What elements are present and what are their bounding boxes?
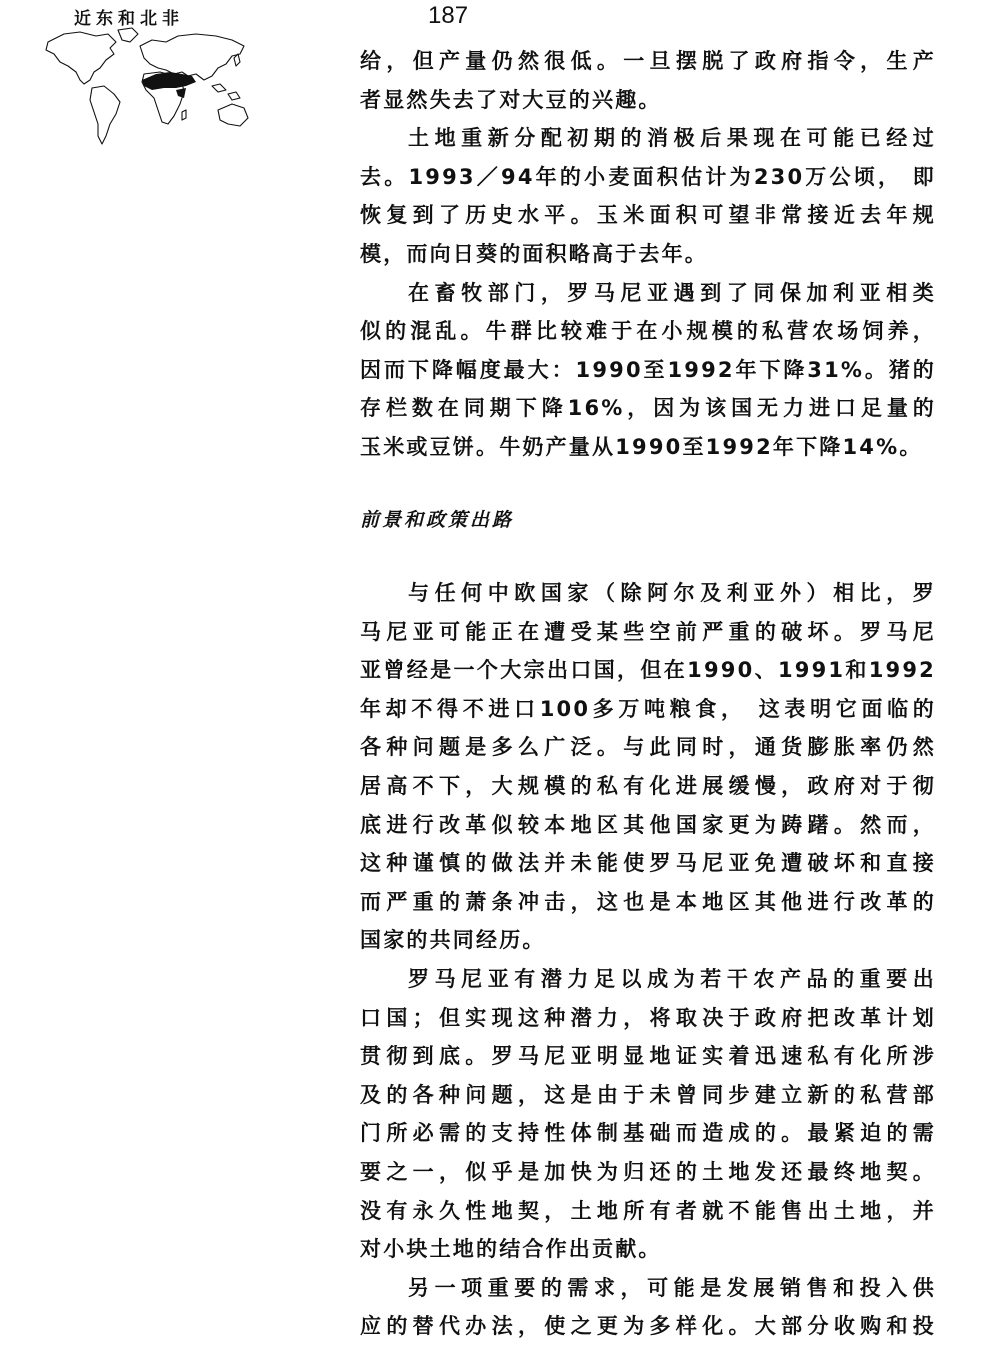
text-line: 贯彻到底。罗马尼亚明显地证实着迅速私有化所涉 (360, 1044, 936, 1069)
text-line: 这种谨慎的做法并未能使罗马尼亚免遭破坏和直接 (360, 851, 936, 876)
text-line: 而严重的萧条冲击，这也是本地区其他进行改革的 (360, 889, 936, 914)
text-line: 国家的共同经历。 (360, 928, 546, 953)
text-line: 另一项重要的需求，可能是发展销售和投入供 (408, 1275, 936, 1300)
text-line: 对小块土地的结合作出贡献。 (360, 1237, 662, 1262)
text-line: 口国；但实现这种潜力，将取决于政府把改革计划 (360, 1005, 936, 1030)
text-line: 存栏数在同期下降16%，因为该国无力进口足量的 (360, 396, 936, 421)
text-line: 在畜牧部门，罗马尼亚遇到了同保加利亚相类 (408, 280, 936, 305)
text-line: 要之一，似乎是加快为归还的土地发还最终地契。 (360, 1159, 936, 1184)
text-line: 罗马尼亚有潜力足以成为若干农产品的重要出 (408, 966, 936, 991)
text-line: 底进行改革似较本地区其他国家更为踌躇。然而， (360, 812, 936, 837)
text-line: 与任何中欧国家（除阿尔及利亚外）相比，罗 (408, 581, 936, 605)
text-line: 各种问题是多么广泛。与此同时，通货膨胀率仍然 (360, 735, 936, 760)
text-line: 模，而向日葵的面积略高于去年。 (360, 241, 708, 266)
text-line: 亚曾经是一个大宗出口国，但在1990、1991和1992 (360, 658, 936, 683)
text-line: 给，但产量仍然很低。一旦摆脱了政府指令，生产 (360, 49, 936, 73)
region-title: 近东和北非 (74, 9, 184, 29)
text-line: 年却不得不进口100多万吨粮食， 这表明它面临的 (360, 696, 936, 721)
page-number: 187 (428, 2, 469, 29)
text-line: 应的替代办法，使之更为多样化。大部分收购和投 (360, 1314, 936, 1339)
text-line: 者显然失去了对大豆的兴趣。 (360, 87, 662, 112)
text-line: 没有永久性地契，土地所有者就不能售出土地，并 (360, 1198, 936, 1223)
text-line: 居高不下，大规模的私有化进展缓慢，政府对于彻 (360, 773, 936, 798)
text-line: 恢复到了历史水平。玉米面积可望非常接近去年规 (360, 203, 936, 228)
paragraph-block-top (360, 42, 936, 467)
text-line: 似的混乱。牛群比较难于在小规模的私营农场饲养， (360, 319, 936, 344)
section-heading: 前景和政策出路 (360, 509, 515, 531)
text-line: 玉米或豆饼。牛奶产量从1990至1992年下降14%。 (360, 434, 923, 459)
text-line: 门所必需的支持性体制基础而造成的。最紧迫的需 (360, 1121, 936, 1146)
paragraph-block-bottom (360, 574, 936, 1346)
world-map-icon (36, 24, 254, 150)
text-line: 及的各种问题，这是由于未曾同步建立新的私营部 (360, 1082, 936, 1107)
text-line: 去。1993／94年的小麦面积估计为230万公顷， 即 (360, 164, 936, 189)
text-line: 因而下降幅度最大：1990至1992年下降31%。猪的 (360, 357, 936, 382)
text-line: 土地重新分配初期的消极后果现在可能已经过 (408, 126, 936, 151)
text-line: 马尼亚可能正在遭受某些空前严重的破坏。罗马尼 (360, 619, 936, 644)
